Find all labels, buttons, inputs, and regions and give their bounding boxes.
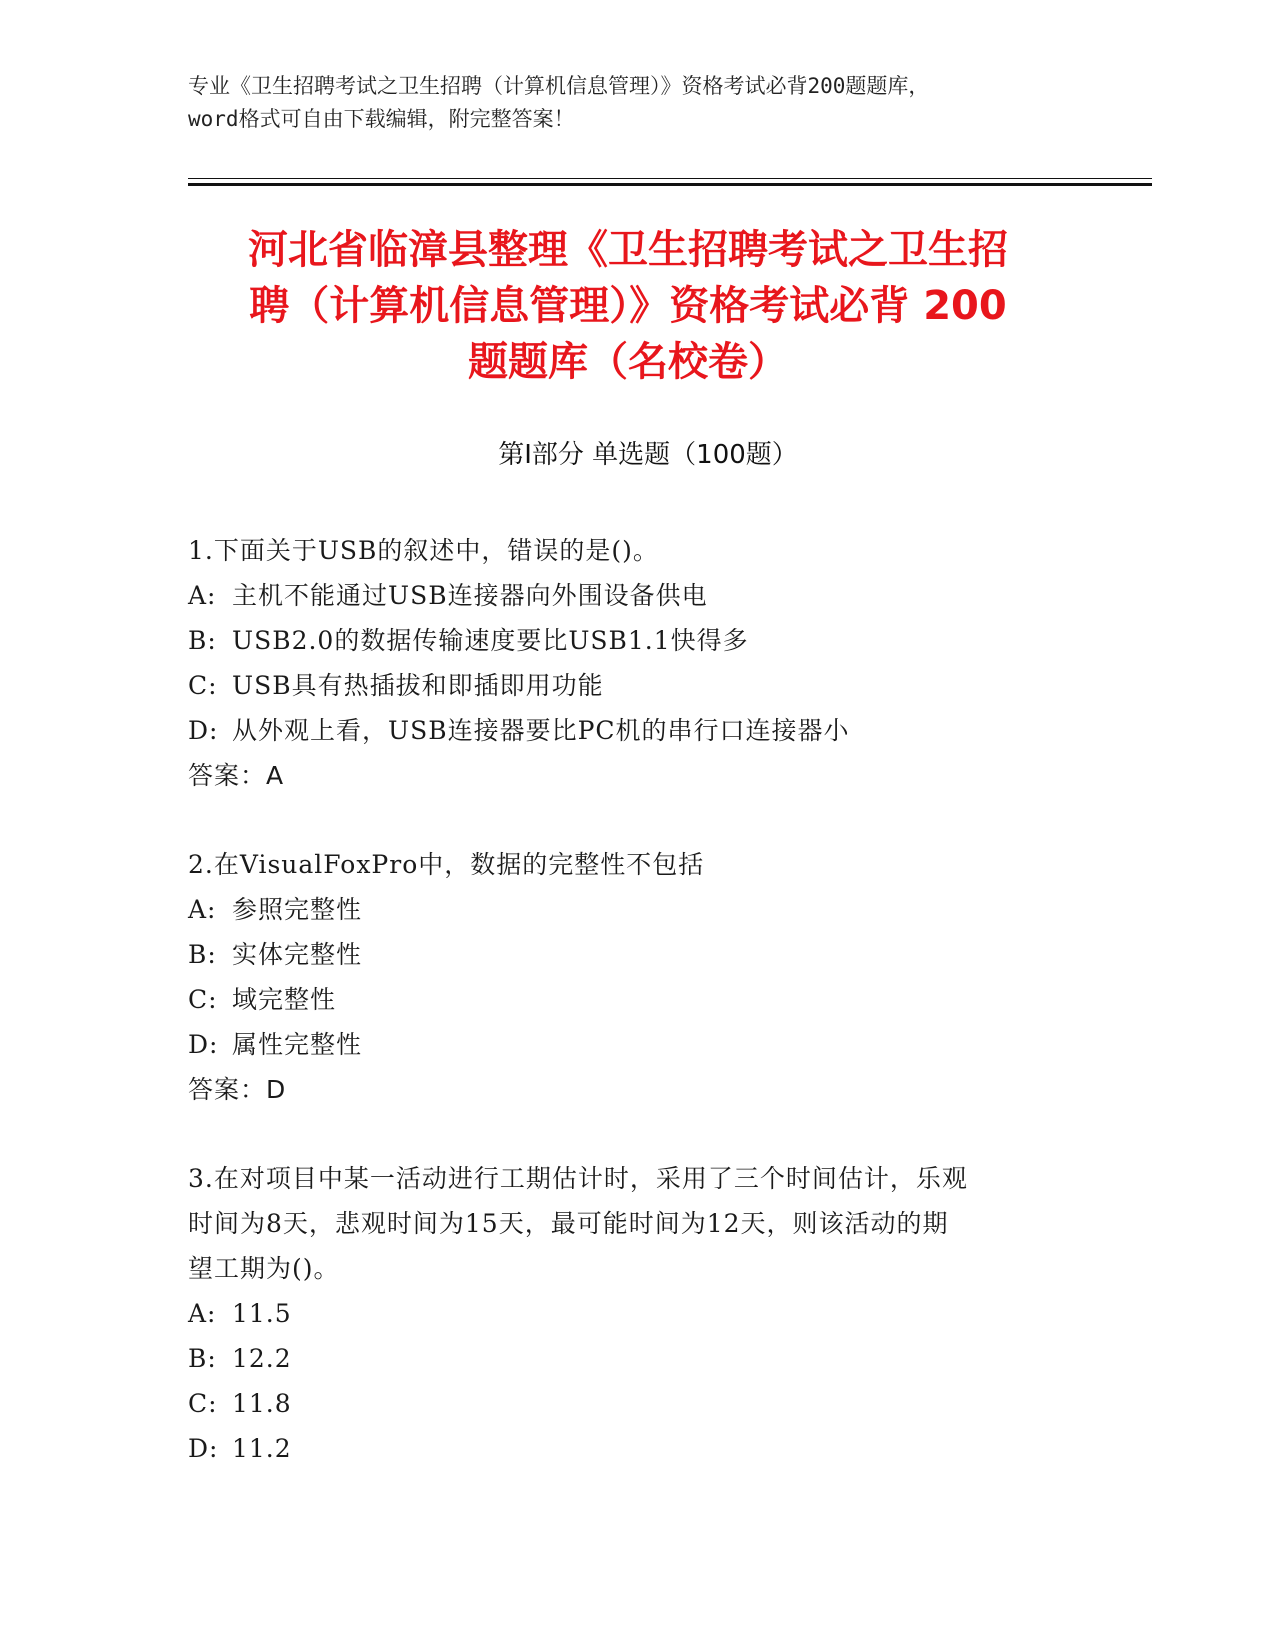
question-1 <box>188 528 1068 798</box>
question-3-text-line-1: 3.在对项目中某一活动进行工期估计时，采用了三个时间估计，乐观 <box>188 1164 968 1193</box>
option-text: 实体完整性 <box>232 940 363 969</box>
option-text: USB2.0的数据传输速度要比USB1.1快得多 <box>232 626 749 655</box>
option-label: B: <box>188 1344 217 1373</box>
question-2-option-d <box>188 1022 1068 1067</box>
question-3-option-d <box>188 1426 1068 1471</box>
option-text: 主机不能通过USB连接器向外围设备供电 <box>232 581 708 610</box>
question-2-text: 2.在VisualFoxPro中，数据的完整性不包括 <box>188 850 705 879</box>
option-text: 11.2 <box>232 1434 292 1463</box>
header-rule-thin <box>188 178 1152 179</box>
question-3 <box>188 1156 1068 1471</box>
option-label: A: <box>188 895 217 924</box>
option-text: 域完整性 <box>232 985 337 1014</box>
title-line-1: 河北省临漳县整理《卫生招聘考试之卫生招 <box>248 227 1008 273</box>
option-text: 从外观上看，USB连接器要比PC机的串行口连接器小 <box>232 716 850 745</box>
option-label: C: <box>188 985 218 1014</box>
question-3-text-line-2: 时间为8天，悲观时间为15天，最可能时间为12天，则该活动的期 <box>188 1209 949 1238</box>
question-3-text-line-3: 望工期为()。 <box>188 1254 340 1283</box>
question-1-answer: 答案：A <box>188 761 285 790</box>
option-text: 11.8 <box>232 1389 292 1418</box>
question-1-option-a <box>188 573 1068 618</box>
option-label: C: <box>188 1389 218 1418</box>
option-label: D: <box>188 1434 219 1463</box>
option-text: 12.2 <box>232 1344 292 1373</box>
question-3-option-a <box>188 1291 1068 1336</box>
question-3-option-b <box>188 1336 1068 1381</box>
option-label: B: <box>188 626 217 655</box>
option-label: B: <box>188 940 217 969</box>
question-2-answer: 答案：D <box>188 1075 287 1104</box>
question-3-option-c <box>188 1381 1068 1426</box>
intro-text <box>188 70 1108 136</box>
question-2 <box>188 842 1068 1112</box>
option-label: C: <box>188 671 218 700</box>
option-label: A: <box>188 1299 217 1328</box>
title-line-3: 题题库（名校卷） <box>468 339 788 385</box>
question-2-option-a <box>188 887 1068 932</box>
option-text: 参照完整性 <box>232 895 363 924</box>
question-2-option-b <box>188 932 1068 977</box>
intro-line-2: word格式可自由下载编辑，附完整答案！ <box>188 107 575 131</box>
question-2-option-c <box>188 977 1068 1022</box>
question-list <box>188 528 1068 1515</box>
document-title <box>188 222 1068 390</box>
option-text: 属性完整性 <box>232 1030 363 1059</box>
section-title: 第Ⅰ部分 单选题（100题） <box>498 440 798 470</box>
option-label: D: <box>188 1030 219 1059</box>
header-rule-thick <box>188 183 1152 186</box>
option-label: D: <box>188 716 219 745</box>
question-1-option-d <box>188 708 1068 753</box>
option-text: 11.5 <box>232 1299 292 1328</box>
question-1-text: 1.下面关于USB的叙述中，错误的是()。 <box>188 536 659 565</box>
question-1-option-c <box>188 663 1068 708</box>
intro-line-1: 专业《卫生招聘考试之卫生招聘（计算机信息管理）》资格考试必背200题题库， <box>188 74 930 98</box>
question-1-option-b <box>188 618 1068 663</box>
title-line-2: 聘（计算机信息管理）》资格考试必背 200 <box>249 283 1007 329</box>
option-label: A: <box>188 581 217 610</box>
option-text: USB具有热插拔和即插即用功能 <box>232 671 604 700</box>
